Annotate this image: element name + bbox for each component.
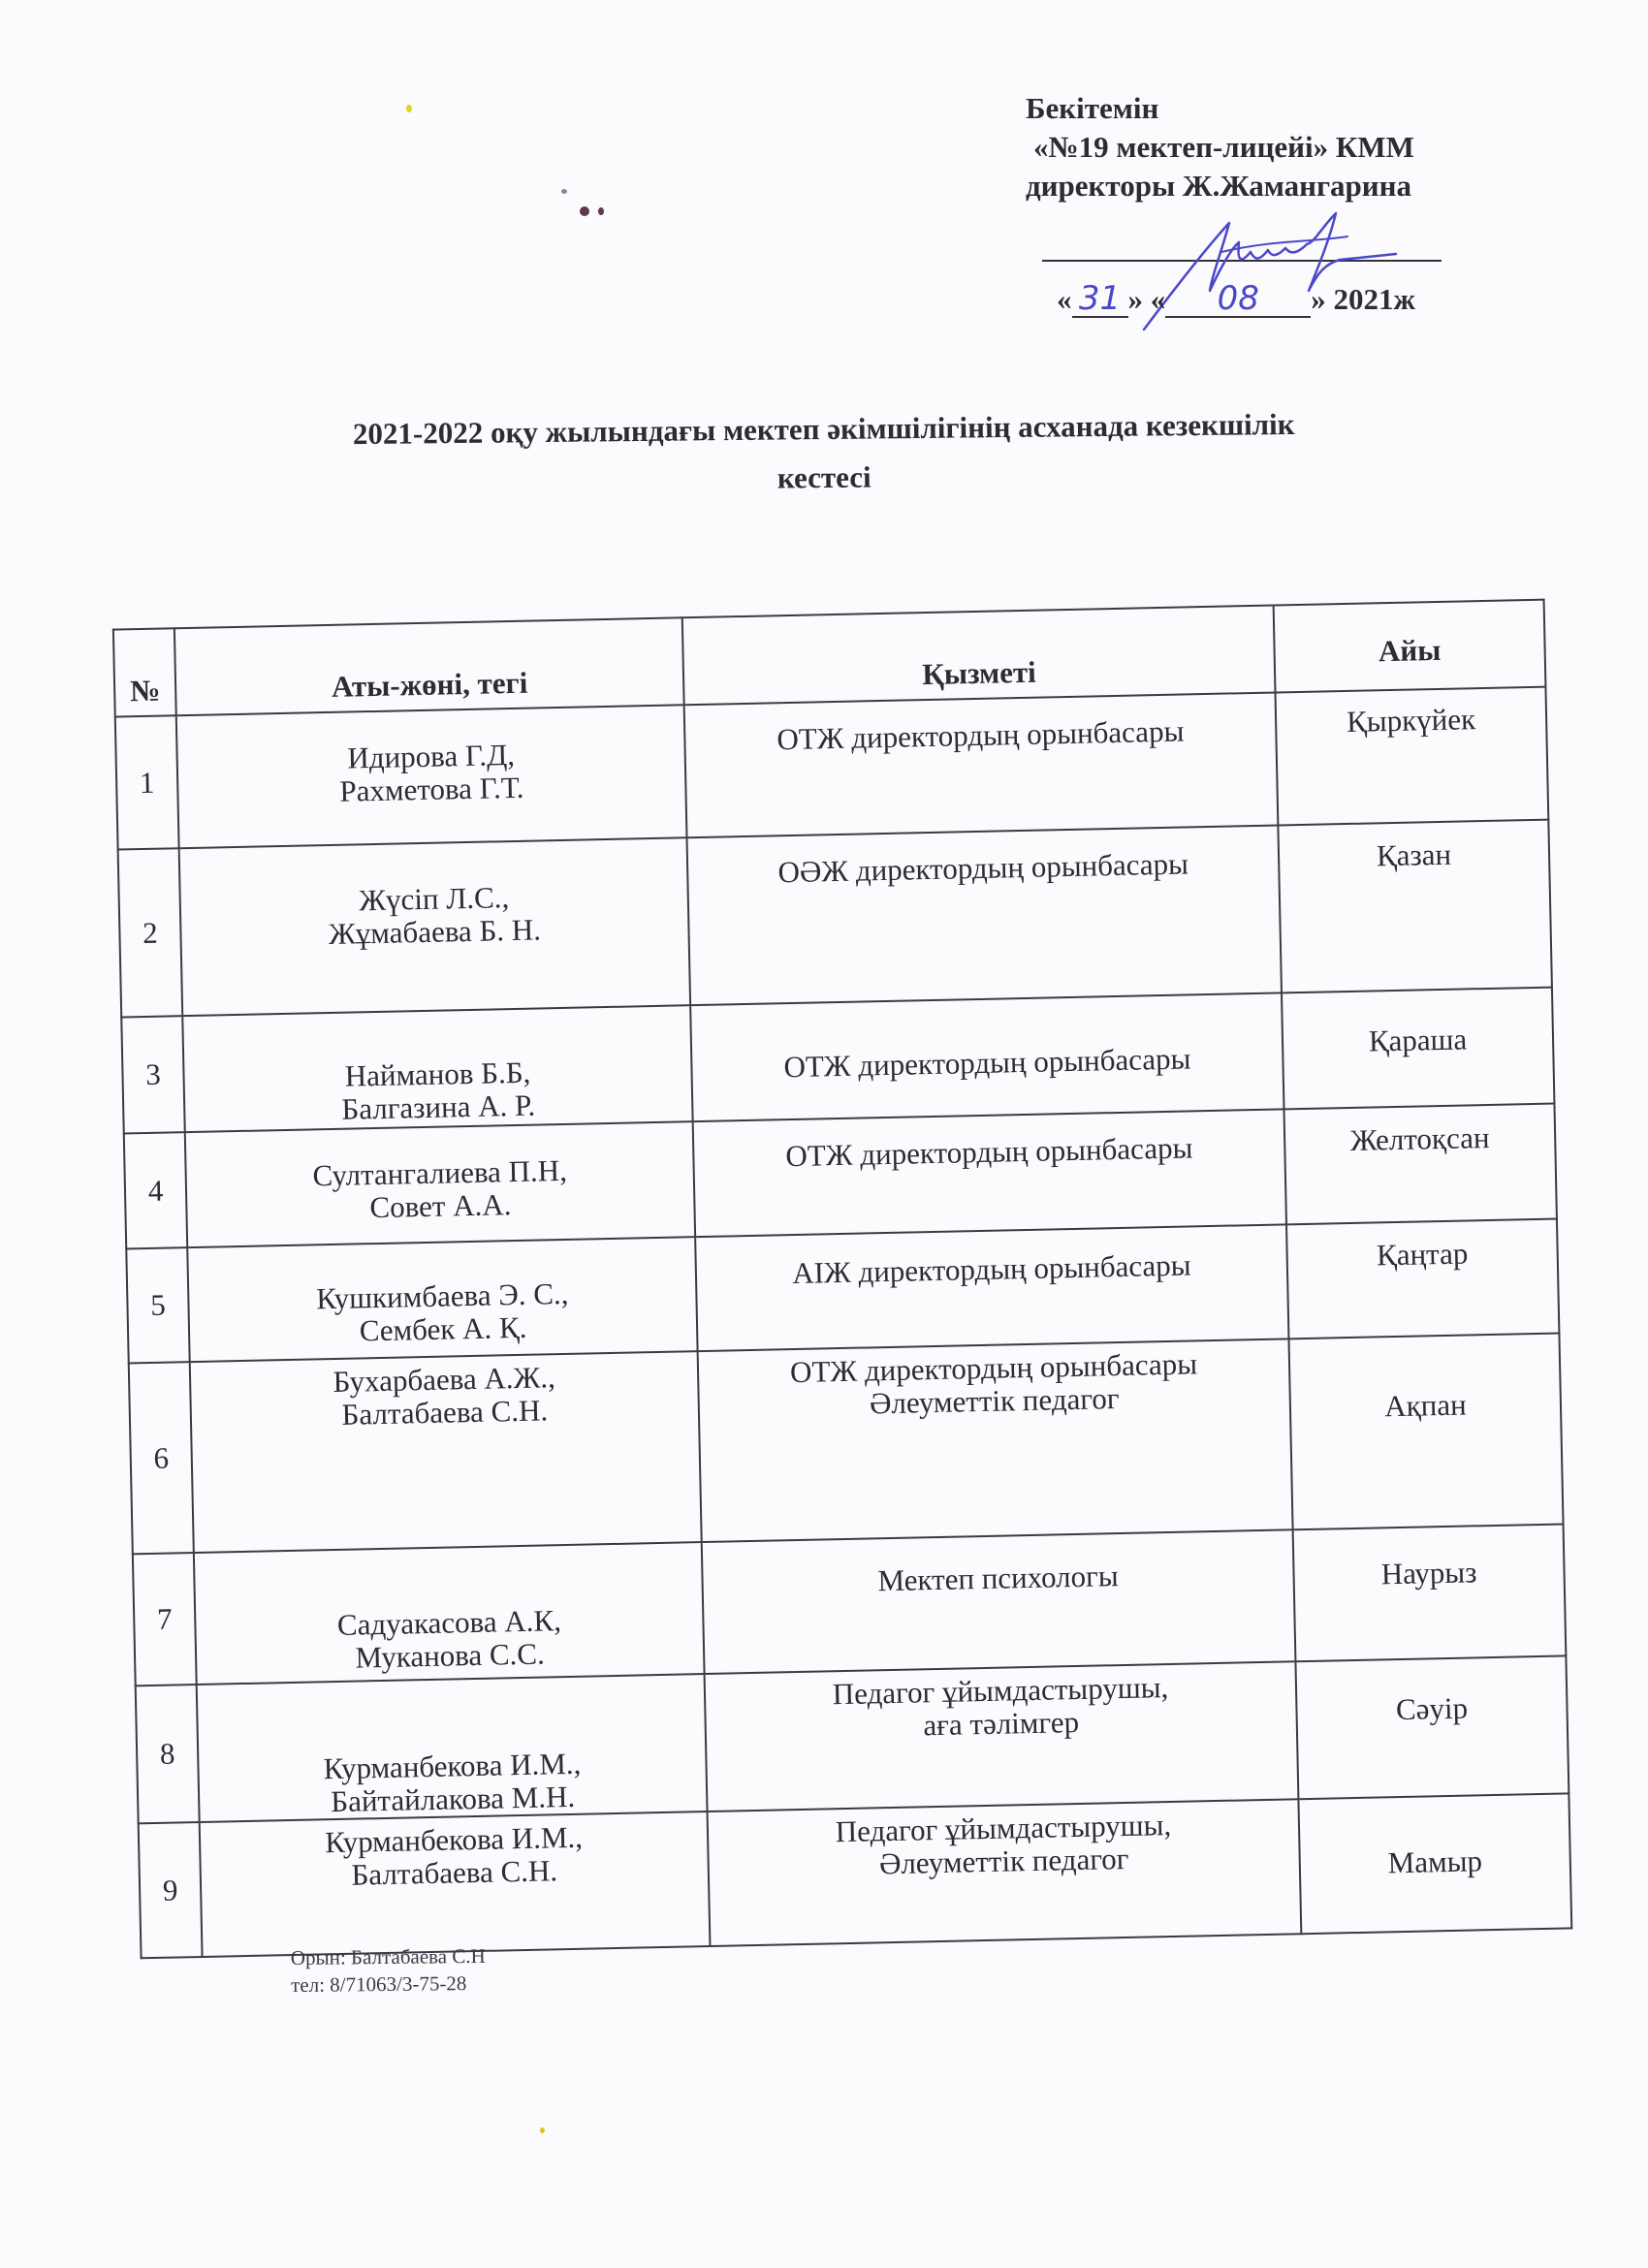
position-line-1: ОӘЖ директордың орынбасары [777, 846, 1189, 890]
approval-heading: Бекітемін [1026, 91, 1159, 125]
person-name-2: Балтабаева С.Н. [351, 1853, 558, 1892]
duty-schedule-table [112, 599, 1570, 1953]
footer-executor: Орын: Балтабаева С.Н [290, 1943, 486, 1970]
cell-month [1284, 1104, 1557, 1225]
cell-names [187, 1237, 697, 1362]
row-number: 9 [162, 1872, 178, 1907]
footer-contact [291, 1942, 486, 1999]
person-name-1: Садуакасова А.К, [336, 1603, 562, 1642]
person-name-1: Идирова Г.Д, [347, 737, 516, 775]
person-name-1: Жүсіп Л.С., [358, 880, 510, 918]
position-line-1: ОТЖ директордың орынбасары [783, 1041, 1191, 1085]
position-line-2: Әлеуметтік педагог [869, 1381, 1120, 1421]
duty-month: Желтоқсан [1349, 1119, 1490, 1157]
header-number: № [113, 628, 176, 716]
approval-block [1026, 89, 1569, 205]
position-line-1: ОТЖ директордың орынбасары [789, 1346, 1198, 1390]
cell-number [115, 715, 179, 849]
cell-names [190, 1351, 702, 1553]
duty-month: Сәуір [1395, 1690, 1469, 1727]
table-row [139, 1793, 1572, 1958]
table-row [118, 820, 1552, 1018]
cell-names [179, 837, 691, 1016]
cell-names [176, 705, 687, 848]
duty-month: Ақпан [1383, 1387, 1467, 1424]
person-name-2: Байтайлакова М.Н. [330, 1779, 576, 1819]
scan-speck [540, 2127, 545, 2133]
person-name-2: Сембек А. Қ. [359, 1309, 527, 1348]
cell-position [705, 1661, 1299, 1811]
cell-month [1288, 1334, 1563, 1530]
person-name-2: Жұмабаева Б. Н. [328, 912, 542, 951]
date-month-handwritten: 08 [1165, 281, 1311, 318]
duty-month: Мамыр [1387, 1843, 1483, 1880]
scan-speck [580, 206, 589, 216]
scan-speck [406, 105, 412, 112]
duty-month: Қараша [1368, 1022, 1468, 1058]
row-number: 1 [139, 765, 155, 800]
title-line-2: кестесі [776, 459, 872, 495]
cell-position [684, 692, 1279, 837]
cell-month [1282, 988, 1554, 1110]
cell-month [1295, 1655, 1569, 1799]
row-number: 4 [147, 1173, 164, 1208]
header-position: Қызметі [682, 606, 1276, 706]
table-row [129, 1334, 1564, 1555]
cell-number [121, 1016, 184, 1133]
cell-number [129, 1362, 194, 1554]
person-name-1: Бухарбаева А.Ж., [333, 1360, 556, 1400]
position-line-2: Әлеуметтік педагог [878, 1841, 1129, 1881]
cell-month [1298, 1793, 1571, 1934]
position-line-1: Педагог ұйымдастырушы, [832, 1670, 1169, 1712]
cell-number [118, 848, 183, 1017]
person-name-1: Найманов Б.Б, [344, 1055, 531, 1093]
date-open-quote: « [1057, 282, 1072, 316]
position-line-1: ОТЖ директордың орынбасары [785, 1130, 1193, 1174]
cell-month [1293, 1524, 1567, 1661]
cell-month [1278, 820, 1552, 993]
person-name-2: Совет А.А. [369, 1187, 512, 1225]
row-number: 8 [159, 1736, 175, 1771]
position-line-1: Педагог ұйымдастырушы, [835, 1808, 1172, 1849]
person-name-1: Кушкимбаева Э. С., [315, 1276, 569, 1316]
person-name-2: Рахметова Г.Т. [339, 770, 524, 808]
cell-position [698, 1339, 1293, 1542]
person-name-2: Балтабаева С.Н. [341, 1393, 549, 1432]
position-line-1: Мектеп психологы [877, 1559, 1119, 1598]
person-name-1: Курманбекова И.М., [323, 1746, 582, 1786]
person-name-2: Муканова С.С. [355, 1636, 546, 1675]
duty-month: Наурыз [1380, 1555, 1477, 1591]
row-number: 7 [156, 1601, 173, 1636]
position-line-1: АІЖ директордың орынбасары [791, 1247, 1191, 1291]
cell-position [695, 1224, 1288, 1351]
date-day-handwritten: 31 [1072, 281, 1128, 318]
cell-month [1286, 1219, 1559, 1339]
duty-month: Қыркүйек [1346, 702, 1476, 739]
title-line-1: 2021-2022 оқу жылындағы мектеп әкімшілігінің асханада кезекшілік [352, 406, 1295, 452]
row-number: 5 [149, 1287, 167, 1322]
row-number: 3 [144, 1056, 162, 1091]
person-name-1: Курманбекова И.М., [324, 1819, 584, 1860]
footer-phone: тел: 8/71063/3-75-28 [291, 1971, 467, 1998]
header-month: Айы [1274, 600, 1546, 693]
duty-month: Қазан [1376, 836, 1452, 873]
cell-position [693, 1109, 1286, 1237]
scan-speck [598, 207, 604, 215]
cell-number [139, 1822, 203, 1958]
duty-month: Қаңтар [1376, 1236, 1469, 1273]
cell-names [194, 1542, 705, 1685]
cell-number [133, 1553, 197, 1685]
document-title [194, 398, 1455, 509]
cell-position [690, 992, 1284, 1121]
cell-names [185, 1121, 695, 1247]
approval-date [1057, 281, 1415, 318]
date-year: » 2021ж [1311, 282, 1415, 316]
row-number: 2 [142, 915, 159, 950]
cell-position [687, 825, 1282, 1005]
date-separator: » « [1127, 282, 1166, 316]
cell-position [708, 1799, 1302, 1946]
approval-director: директоры Ж.Жамангарина [1026, 169, 1412, 203]
cell-number [136, 1685, 200, 1823]
position-line-1: ОТЖ директордың орынбасары [776, 713, 1185, 757]
person-name-2: Балгазина А. Р. [341, 1087, 536, 1126]
schedule-table [112, 599, 1572, 1960]
approval-organization: «№19 мектеп-лицейі» КММ [1033, 130, 1414, 164]
header-name: Аты-жөні, тегі [174, 617, 684, 715]
scan-speck [561, 189, 567, 194]
cell-number [124, 1132, 187, 1248]
cell-month [1276, 687, 1549, 826]
cell-number [126, 1247, 189, 1363]
cell-names [197, 1674, 708, 1822]
row-number: 6 [153, 1440, 170, 1475]
cell-names [200, 1811, 711, 1957]
person-name-1: Султангалиева П.Н, [312, 1152, 568, 1193]
cell-position [702, 1529, 1296, 1674]
position-line-2: аға тәлімгер [923, 1704, 1080, 1743]
cell-names [182, 1005, 692, 1132]
